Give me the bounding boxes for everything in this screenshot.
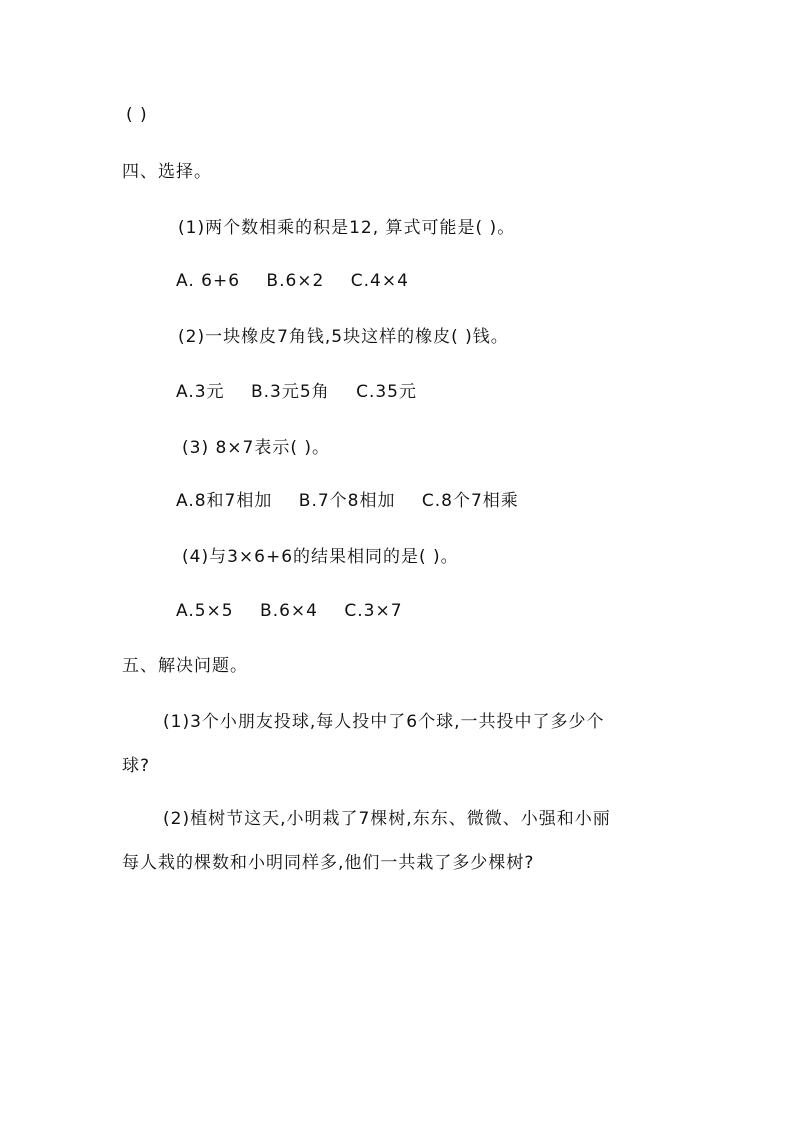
q2-stem: (2)一块橡皮7角钱,5块这样的橡皮( )钱。: [178, 327, 509, 347]
q4-option-c[interactable]: C.3×7: [344, 601, 403, 621]
section-5-title: 五、解决问题。: [122, 656, 248, 676]
q3-option-c[interactable]: C.8个7相乘: [421, 491, 519, 511]
q4-options: [176, 600, 423, 622]
q2-option-b[interactable]: B.3元5角: [250, 382, 330, 402]
q1-option-b[interactable]: B.6×2: [266, 271, 325, 291]
q3-option-b[interactable]: B.7个8相加: [298, 491, 396, 511]
q3-options: [176, 490, 539, 512]
q3-option-a[interactable]: A.8和7相加: [176, 491, 273, 511]
q2-options: [176, 381, 437, 403]
q4-stem: (4)与3×6+6的结果相同的是( )。: [182, 547, 459, 567]
top-paren: ( ): [126, 105, 148, 125]
q4-option-a[interactable]: A.5×5: [176, 601, 234, 621]
q3-stem: (3) 8×7表示( )。: [182, 438, 331, 458]
problem-1-line-1: (1)3个小朋友投球,每人投中了6个球,一共投中了多少个: [163, 712, 605, 732]
section-4-title: 四、选择。: [122, 162, 212, 182]
q2-option-a[interactable]: A.3元: [176, 382, 225, 402]
q1-stem: (1)两个数相乘的积是12, 算式可能是( )。: [178, 218, 516, 238]
q2-option-c[interactable]: C.35元: [356, 382, 417, 402]
q4-option-b[interactable]: B.6×4: [260, 601, 318, 621]
problem-1-line-2: 球?: [122, 756, 151, 776]
q1-option-a[interactable]: A. 6+6: [176, 271, 241, 291]
q1-option-c[interactable]: C.4×4: [350, 271, 409, 291]
problem-2-line-2: 每人栽的棵数和小明同样多,他们一共栽了多少棵树?: [122, 853, 535, 873]
q1-options: [176, 270, 429, 292]
problem-2-line-1: (2)植树节这天,小明栽了7棵树,东东、微微、小强和小丽: [163, 809, 611, 829]
